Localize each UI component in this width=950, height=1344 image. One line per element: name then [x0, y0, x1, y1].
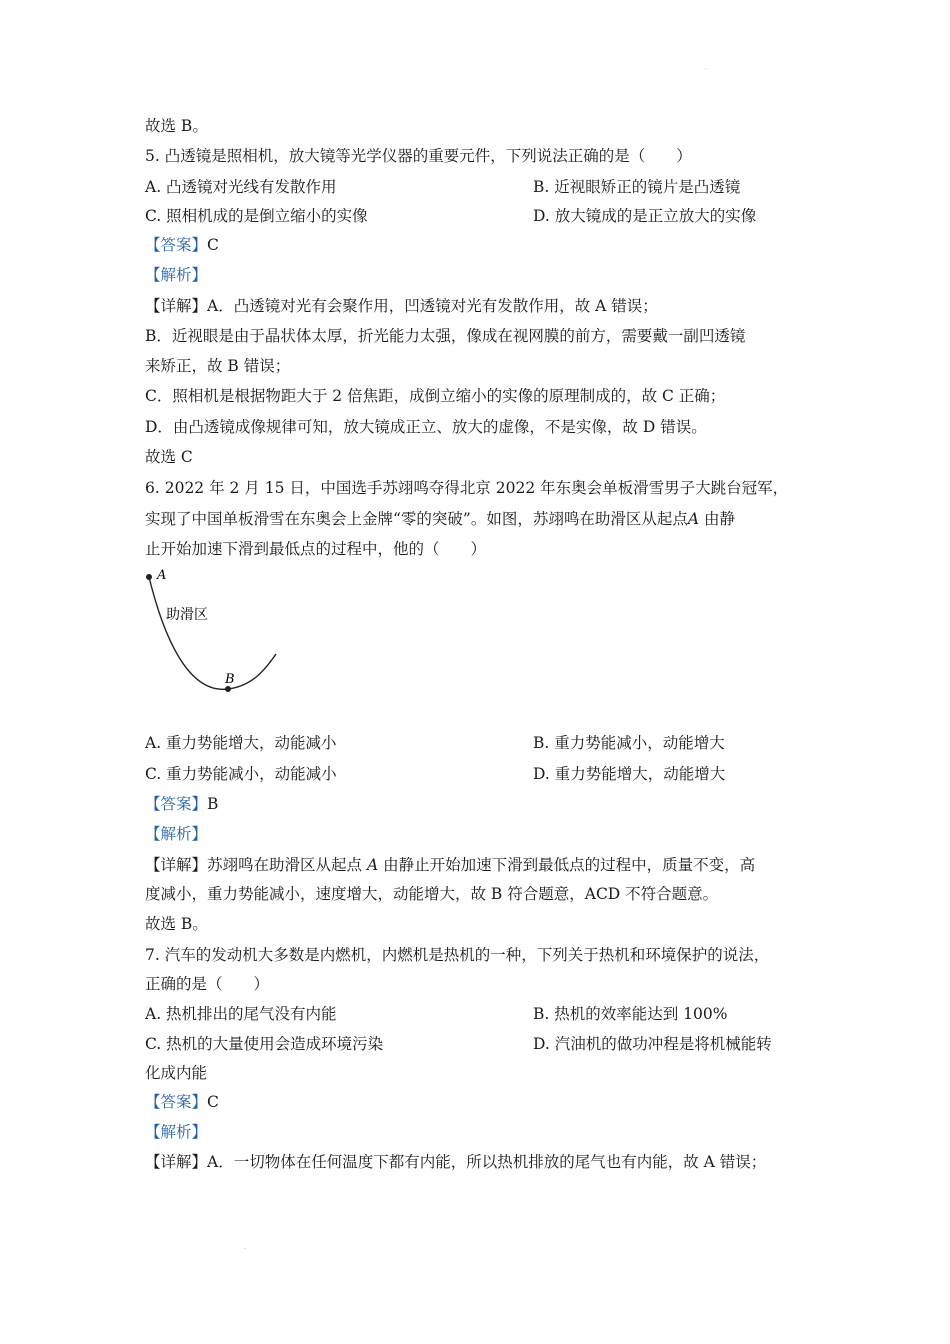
- q5-option-a: A. 凸透镜对光线有发散作用: [145, 178, 337, 196]
- q7-option-d-cont: 化成内能: [145, 1064, 208, 1082]
- q5-analysis-tag: 【解析】: [145, 266, 208, 284]
- q7-analysis-tag: 【解析】: [145, 1123, 208, 1141]
- point-a: [146, 574, 152, 580]
- q5-option-c: C. 照相机成的是倒立缩小的实像: [145, 207, 368, 225]
- q6-option-a: A. 重力势能增大，动能减小: [145, 734, 337, 752]
- q5-option-b: B. 近视眼矫正的镜片是凸透镜: [533, 178, 741, 196]
- q6-stem-2: 实现了中国单板滑雪在东奥会上金牌“零的突破”。如图，苏翊鸣在助滑区从起点A 由静: [145, 510, 735, 528]
- q7-option-d: D. 汽油机的做功冲程是将机械能转: [533, 1035, 772, 1053]
- q5-detail-1: 【详解】A．凸透镜对光有会聚作用，凹透镜对光有发散作用，故 A 错误；: [145, 297, 658, 315]
- q5-detail-5: D．由凸透镜成像规律可知，放大镜成正立、放大的虚像，不是实像，故 D 错误。: [145, 418, 707, 436]
- answer-value: C: [207, 236, 219, 254]
- detail-tag: 【详解】: [145, 297, 208, 315]
- q6-stem-1: 6. 2022 年 2 月 15 日，中国选手苏翊鸣夺得北京 2022 年东奥会单板滑雪男子大跳台冠军，: [145, 479, 789, 497]
- q6-option-d: D. 重力势能增大，动能增大: [533, 765, 726, 783]
- q7-option-b: B. 热机的效率能达到 100%: [533, 1005, 728, 1023]
- page-mark-top: ·: [705, 66, 707, 73]
- q5-answer: [145, 235, 219, 255]
- q6-answer: 【答案】B: [145, 795, 219, 813]
- answer-tag: 【答案】: [145, 236, 208, 254]
- q6-detail-1: 【详解】苏翊鸣在助滑区从起点 A 由静止开始加速下滑到最低点的过程中，质量不变，高: [145, 856, 756, 874]
- ski-slope-figure: [140, 562, 290, 702]
- q6-analysis-tag: 【解析】: [145, 825, 208, 843]
- q4-conclusion: 故选 B。: [145, 117, 208, 135]
- point-a-label: A: [687, 510, 700, 528]
- q5-detail-3: 来矫正，故 B 错误；: [145, 357, 291, 375]
- page-mark-bottom: ·: [244, 1246, 246, 1253]
- q7-stem-2: 正确的是（ ）: [145, 975, 270, 993]
- q5-detail-4: C．照相机是根据物距大于 2 倍焦距，成倒立缩小的实像的原理制成的，故 C 正确；: [145, 387, 726, 405]
- q7-stem-1: 7. 汽车的发动机大多数是内燃机，内燃机是热机的一种，下列关于热机和环境保护的说法，: [145, 946, 770, 964]
- q7-detail-1: 【详解】A．一切物体在任何温度下都有内能，所以热机排放的尾气也有内能，故 A 错误；: [145, 1153, 767, 1171]
- q6-detail-2: 度减小，重力势能减小，速度增大，动能增大，故 B 符合题意，ACD 不符合题意。: [145, 885, 719, 903]
- q5-conclusion: 故选 C: [145, 448, 193, 466]
- q5-detail-2: B．近视眼是由于晶状体太厚，折光能力太强，像成在视网膜的前方，需要戴一副凹透镜: [145, 327, 746, 345]
- q6-conclusion: 故选 B。: [145, 915, 208, 933]
- q6-option-b: B. 重力势能减小，动能增大: [533, 734, 725, 752]
- point-a-text: A: [157, 568, 167, 583]
- q5-option-d: D. 放大镜成的是正立放大的实像: [533, 207, 757, 225]
- q7-option-c: C. 热机的大量使用会造成环境污染: [145, 1035, 384, 1053]
- q7-option-a: A. 热机排出的尾气没有内能: [145, 1005, 337, 1023]
- q6-option-c: C. 重力势能减小，动能减小: [145, 765, 337, 783]
- q7-answer: 【答案】C: [145, 1093, 219, 1111]
- region-label: 助滑区: [166, 607, 208, 623]
- slope-curve: [149, 577, 276, 689]
- point-b-text: B: [225, 672, 235, 687]
- q5-stem: 5. 凸透镜是照相机，放大镜等光学仪器的重要元件，下列说法正确的是（ ）: [145, 147, 692, 165]
- q6-stem-3: 止开始加速下滑到最低点的过程中，他的（ ）: [145, 540, 487, 558]
